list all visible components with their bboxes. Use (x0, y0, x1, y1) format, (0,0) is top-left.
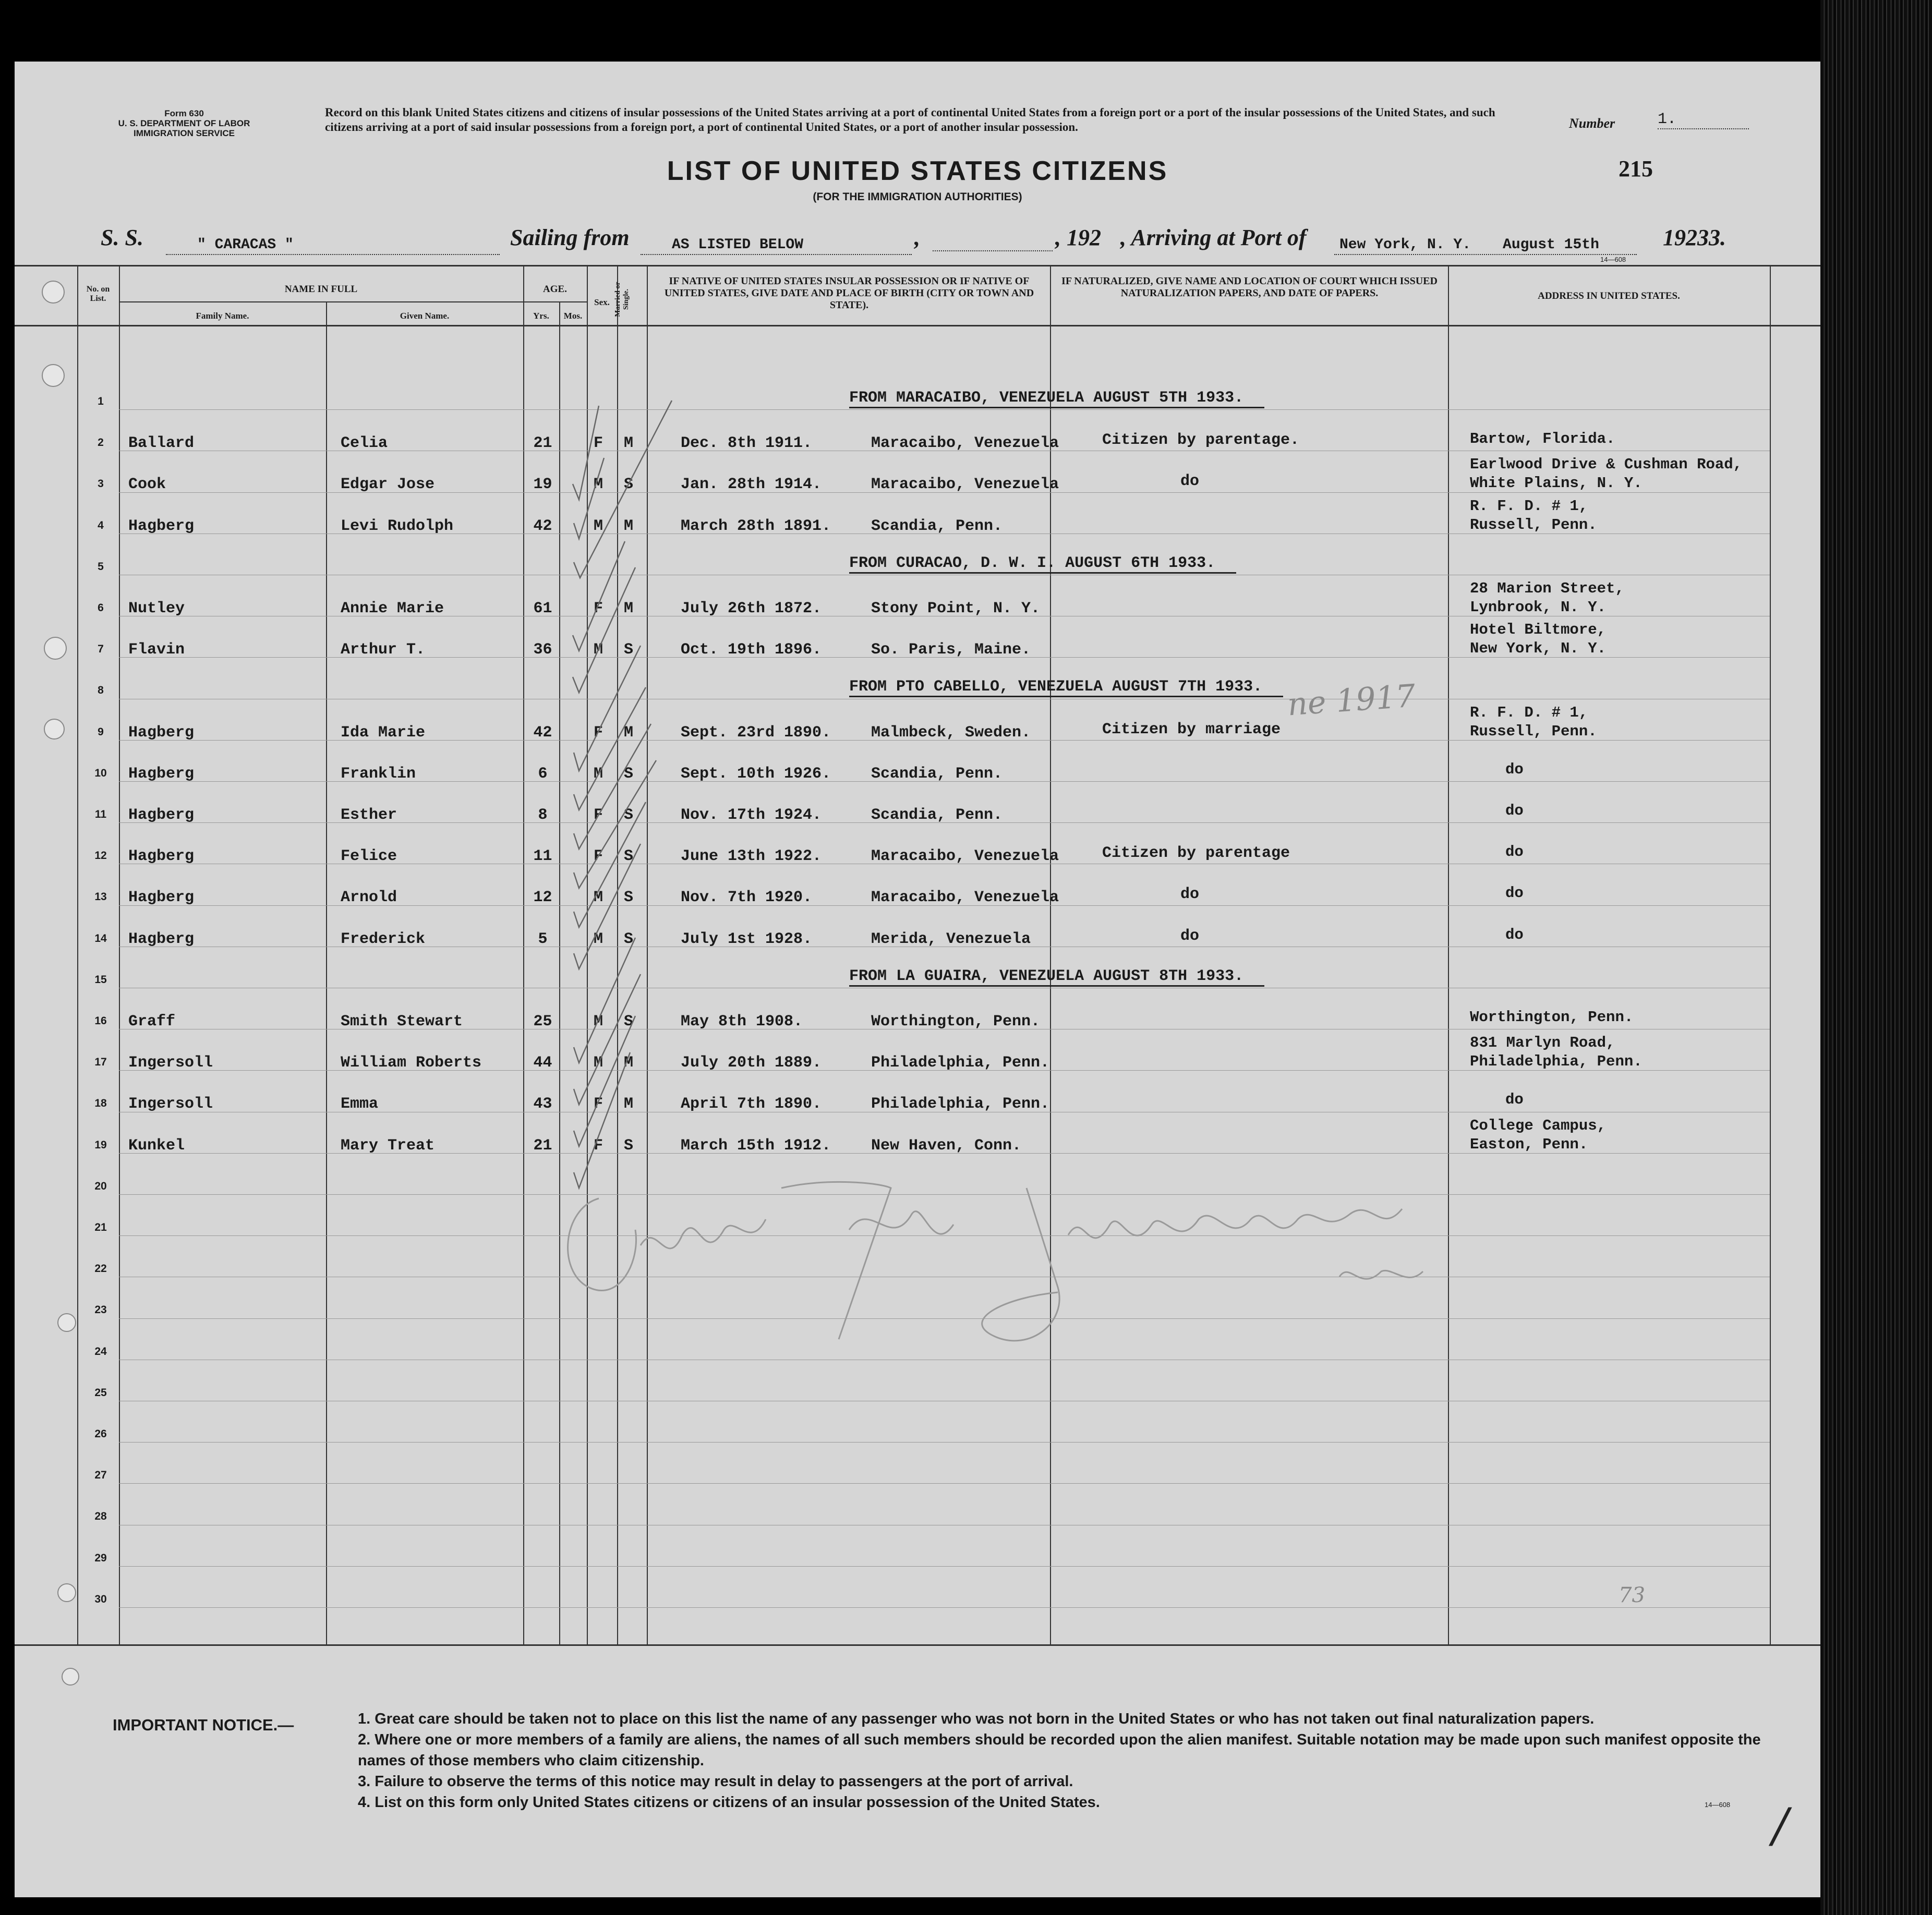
age-years: 44 (533, 1054, 552, 1072)
gpo-code: 14—608 (1600, 256, 1626, 263)
address-line: R. F. D. # 1, (1470, 704, 1588, 721)
row-number: 7 (98, 643, 104, 656)
sex: F (594, 434, 603, 453)
birth-date: Dec. 8th 1911. (681, 434, 813, 453)
given-name: Edgar Jose (341, 476, 435, 494)
table-top-rule (15, 265, 1820, 266)
punch-hole (44, 719, 65, 740)
address-line: do (1505, 1091, 1524, 1109)
form-number: Form 630 (164, 108, 204, 118)
age-years: 12 (533, 889, 552, 907)
col-name-header: NAME IN FULL (284, 284, 358, 295)
punch-hole (57, 1313, 76, 1332)
sex: M (594, 1013, 603, 1031)
age-years: 25 (533, 1013, 552, 1031)
family-name: Cook (128, 476, 166, 494)
age-years: 5 (538, 930, 548, 948)
row-rule (119, 1483, 1770, 1484)
age-years: 61 (533, 600, 552, 617)
ship-name-field (166, 227, 500, 255)
address-line: White Plains, N. Y. (1470, 475, 1643, 492)
number-value: 1. (1658, 111, 1749, 129)
family-name: Hagberg (128, 889, 195, 907)
family-name: Flavin (128, 641, 185, 659)
address-line: do (1505, 760, 1524, 778)
marital-status: S (624, 847, 634, 866)
birth-place: New Haven, Conn. (871, 1136, 1022, 1155)
family-name: Hagberg (128, 723, 195, 742)
family-name: Hagberg (128, 847, 195, 866)
row-number: 14 (94, 932, 107, 944)
row-number: 28 (94, 1510, 107, 1523)
col-married-header: Married or Single. (614, 282, 630, 317)
col-rule (326, 301, 327, 1646)
department-name: U. S. DEPARTMENT OF LABOR (118, 118, 250, 128)
instructions-text: Record on this blank United States citizens and citizens of insular possessions of the United States arriving at a port of continental United States from a foreign port or a port of the insular possessions of the United States, and such citizens arriving at a port of said insular possessions from a foreign port, a port of continental United States, or a port of another insular possession. (325, 106, 1495, 134)
address-line: Worthington, Penn. (1470, 1009, 1634, 1026)
marital-status: S (624, 641, 634, 659)
marital-status: S (624, 889, 634, 907)
row-number: 5 (98, 560, 104, 573)
row-rule (119, 1442, 1770, 1443)
birth-date: July 20th 1889. (681, 1054, 822, 1072)
arriving-label-text: Arriving at Port of (1131, 225, 1307, 250)
address-line: New York, N. Y. (1470, 640, 1607, 658)
family-name: Graff (128, 1013, 176, 1031)
age-years: 19 (533, 476, 552, 494)
family-name: Ingersoll (128, 1054, 213, 1072)
row-number: 2 (98, 437, 104, 449)
birth-place: Stony Point, N. Y. (871, 600, 1041, 617)
section-header: FROM LA GUAIRA, VENEZUELA AUGUST 8TH 1933. (849, 967, 1264, 987)
arriving-label: , Arriving at Port of (1120, 225, 1307, 250)
birth-date: May 8th 1908. (681, 1013, 803, 1031)
row-number: 9 (98, 725, 104, 738)
birth-date: July 1st 1928. (681, 930, 813, 948)
birth-place: Maracaibo, Venezuela (871, 847, 1059, 866)
birth-place: Maracaibo, Venezuela (871, 476, 1059, 494)
row-number: 16 (94, 1015, 107, 1027)
address-line: 831 Marlyn Road, (1470, 1034, 1615, 1052)
age-years: 11 (533, 847, 552, 866)
sailing-label: Sailing from (510, 225, 630, 250)
sex: F (594, 1136, 603, 1155)
notice-label: IMPORTANT NOTICE.— (113, 1716, 294, 1734)
section-header: FROM PTO CABELLO, VENEZUELA AUGUST 7TH 1933. (849, 678, 1283, 697)
film-edge (1820, 0, 1932, 1915)
birth-place: Maracaibo, Venezuela (871, 434, 1059, 453)
row-number: 23 (94, 1304, 107, 1316)
birth-date: April 7th 1890. (681, 1095, 822, 1113)
family-name: Hagberg (128, 517, 195, 535)
sex: F (594, 806, 603, 824)
address-line: Philadelphia, Penn. (1470, 1053, 1643, 1071)
birth-place: Scandia, Penn. (871, 806, 1003, 824)
given-name: Arnold (341, 889, 397, 907)
row-number: 21 (94, 1221, 107, 1233)
year-prefix-text: 192 (1067, 225, 1101, 250)
row-number: 11 (94, 808, 107, 820)
age-years: 42 (533, 517, 552, 535)
address-line: do (1505, 926, 1524, 943)
col-rule (119, 265, 120, 1646)
age-years: 21 (533, 1136, 552, 1155)
col-rule (77, 265, 78, 1646)
row-number: 6 (98, 602, 104, 614)
given-name: Annie Marie (341, 600, 444, 617)
family-name: Ballard (128, 434, 195, 453)
col-rule (1050, 265, 1051, 1646)
col-sex-header: Sex. (594, 297, 610, 307)
marital-status: M (624, 1095, 634, 1113)
birth-place: Scandia, Penn. (871, 765, 1003, 783)
col-no-header: No. on List. (86, 285, 110, 303)
col-yrs-header: Yrs. (533, 311, 549, 321)
marital-status: S (624, 1136, 634, 1155)
address-line: Russell, Penn. (1470, 722, 1597, 740)
given-name: Smith Stewart (341, 1013, 463, 1031)
marital-status: S (624, 806, 634, 824)
col-given-header: Given Name. (400, 311, 450, 321)
service-name: IMMIGRATION SERVICE (134, 128, 235, 138)
address-line: Earlwood Drive & Cushman Road, (1470, 456, 1743, 474)
col-native-header: IF NATIVE OF UNITED STATES INSULAR POSSESSION OR IF NATIVE OF UNITED STATES, GIVE DATE AND PLACE OF BIRTH (CITY OR TOWN AND STATE). (664, 275, 1034, 311)
table-bottom-rule (15, 1644, 1820, 1646)
age-years: 42 (533, 723, 552, 742)
marital-status: M (624, 1054, 634, 1072)
arrival-date: August 15th (1503, 237, 1599, 253)
sex: M (594, 930, 603, 948)
row-number: 10 (94, 767, 107, 779)
comma-sep: , (914, 225, 920, 250)
address-line: do (1505, 843, 1524, 861)
check-marks (567, 322, 687, 1209)
age-years: 6 (538, 765, 548, 783)
given-name: Emma (341, 1095, 379, 1113)
sailing-from: AS LISTED BELOW (672, 237, 804, 253)
birth-date: Nov. 7th 1920. (681, 889, 813, 907)
marital-status: M (624, 723, 634, 742)
address-line: College Campus, (1470, 1117, 1607, 1134)
notice-item-3: 3. Failure to observe the terms of this notice may result in delay to passengers at the port of arrival. (358, 1773, 1073, 1790)
notice-item-4: 4. List on this form only United States citizens or citizens of an insular possession of the United States. (358, 1794, 1100, 1811)
family-name: Hagberg (128, 765, 195, 783)
handwritten-annotation: ne 1917 (1286, 677, 1417, 723)
naturalization: do (1180, 472, 1200, 491)
address-line: Lynbrook, N. Y. (1470, 599, 1607, 616)
birth-date: March 15th 1912. (681, 1136, 831, 1155)
birth-place: Scandia, Penn. (871, 517, 1003, 535)
given-name: William Roberts (341, 1054, 482, 1072)
family-name: Hagberg (128, 806, 195, 824)
given-name: Frederick (341, 930, 426, 948)
row-rule (119, 1566, 1770, 1567)
birth-date: Oct. 19th 1896. (681, 641, 822, 659)
sex: M (594, 1054, 603, 1072)
arrival-port: New York, N. Y. (1339, 237, 1471, 253)
sex: M (594, 517, 603, 535)
sex: F (594, 1095, 603, 1113)
given-name: Celia (341, 434, 388, 453)
row-number: 8 (98, 684, 104, 697)
punch-hole (42, 364, 65, 387)
birth-date: Sept. 10th 1926. (681, 765, 831, 783)
marital-status: S (624, 930, 634, 948)
given-name: Arthur T. (341, 641, 426, 659)
sailing-date-field (933, 227, 1053, 251)
age-years: 21 (533, 434, 552, 453)
row-number: 19 (94, 1138, 107, 1151)
sex: M (594, 889, 603, 907)
row-number: 27 (94, 1469, 107, 1482)
family-name: Ingersoll (128, 1095, 213, 1113)
address-line: do (1505, 802, 1524, 819)
given-name: Felice (341, 847, 397, 866)
notice-item-1: 1. Great care should be taken not to place on this list the name of any passenger who was not born in the United States or who has not taken out final naturalization papers. (358, 1711, 1595, 1727)
address-line: R. F. D. # 1, (1470, 497, 1588, 515)
punch-hole (62, 1668, 79, 1686)
row-number: 3 (98, 478, 104, 490)
birth-place: Worthington, Penn. (871, 1013, 1041, 1031)
section-header: FROM MARACAIBO, VENEZUELA AUGUST 5TH 1933. (849, 389, 1264, 408)
birth-date: Sept. 23rd 1890. (681, 723, 831, 742)
row-number: 17 (94, 1056, 107, 1069)
naturalization: do (1180, 886, 1200, 904)
sailing-from-field (641, 227, 912, 255)
marital-status: M (624, 434, 634, 453)
col-rule (523, 265, 524, 1646)
birth-date: Nov. 17th 1924. (681, 806, 822, 824)
sex: F (594, 723, 603, 742)
row-number: 24 (94, 1345, 107, 1358)
arrival-port-field (1334, 227, 1637, 255)
manifest-sheet (15, 62, 1820, 1897)
address-line: do (1505, 884, 1524, 902)
address-line: Easton, Penn. (1470, 1135, 1588, 1153)
page-subtitle: (FOR THE IMMIGRATION AUTHORITIES) (813, 191, 1022, 203)
row-rule (119, 1607, 1770, 1608)
col-age-header: AGE. (543, 284, 567, 295)
age-years: 43 (533, 1095, 552, 1113)
margin-number: 73 (1619, 1583, 1645, 1607)
row-number: 4 (98, 519, 104, 531)
punch-hole (57, 1583, 76, 1602)
given-name: Franklin (341, 765, 416, 783)
sex: F (594, 600, 603, 617)
age-years: 36 (533, 641, 552, 659)
birth-place: Philadelphia, Penn. (871, 1095, 1050, 1113)
marital-status: M (624, 600, 634, 617)
sex: M (594, 765, 603, 783)
row-number: 20 (94, 1180, 107, 1192)
marital-status: S (624, 476, 634, 494)
section-header: FROM CURACAO, D. W. I. AUGUST 6TH 1933. (849, 554, 1236, 574)
row-number: 1 (98, 395, 104, 407)
birth-date: July 26th 1872. (681, 600, 822, 617)
marital-status: M (624, 517, 634, 535)
bottom-code: 14—608 (1705, 1801, 1731, 1809)
naturalization: Citizen by marriage (1102, 720, 1281, 738)
birth-date: March 28th 1891. (681, 517, 831, 535)
ship-name: " CARACAS " (197, 237, 294, 253)
marital-status: S (624, 1013, 634, 1031)
sex: M (594, 476, 603, 494)
address-line: 28 Marion Street, (1470, 580, 1624, 597)
sex: M (594, 641, 603, 659)
given-name: Ida Marie (341, 723, 426, 742)
sex: F (594, 847, 603, 866)
birth-place: Philadelphia, Penn. (871, 1054, 1050, 1072)
row-number: 13 (94, 891, 107, 903)
address-line: Russell, Penn. (1470, 516, 1597, 534)
col-mos-header: Mos. (563, 311, 583, 321)
year-prefix: , 192 (1055, 225, 1101, 250)
corner-mark: / (1772, 1798, 1789, 1853)
address-line: Hotel Biltmore, (1470, 621, 1607, 639)
page-title: LIST OF UNITED STATES CITIZENS (667, 156, 1168, 186)
punch-hole (42, 281, 65, 304)
row-number: 26 (94, 1428, 107, 1440)
given-name: Levi Rudolph (341, 517, 454, 535)
row-rule (119, 409, 1770, 410)
row-number: 22 (94, 1263, 107, 1275)
birth-place: Malmbeck, Sweden. (871, 723, 1031, 742)
birth-date: Jan. 28th 1914. (681, 476, 822, 494)
inspector-signature (557, 1167, 1444, 1365)
naturalization: Citizen by parentage (1102, 844, 1290, 863)
row-number: 25 (94, 1386, 107, 1399)
row-number: 30 (94, 1593, 107, 1605)
naturalization: Citizen by parentage. (1102, 431, 1300, 450)
row-number: 12 (94, 850, 107, 862)
col-rule (559, 301, 560, 1646)
birth-place: Maracaibo, Venezuela (871, 889, 1059, 907)
birth-place: So. Paris, Maine. (871, 641, 1031, 659)
col-naturalized-header: IF NATURALIZED, GIVE NAME AND LOCATION OF COURT WHICH ISSUED NATURALIZATION PAPERS, AND DATE OF PAPERS. (1061, 275, 1438, 299)
family-name: Nutley (128, 600, 185, 617)
notice-items (358, 1708, 1797, 1813)
naturalization: do (1180, 927, 1200, 945)
address-line: Bartow, Florida. (1470, 430, 1615, 448)
family-name: Hagberg (128, 930, 195, 948)
given-name: Esther (341, 806, 397, 824)
notice-item-2: 2. Where one or more members of a family are aliens, the names of all such members should be recorded upon the alien manifest. Suitable notation may be made upon such manifest opposite the names of those members who claim citizenship. (358, 1731, 1761, 1769)
row-number: 29 (94, 1552, 107, 1564)
birth-date: June 13th 1922. (681, 847, 822, 866)
name-age-subrule (119, 301, 587, 302)
header-bottom-rule (15, 325, 1820, 326)
given-name: Mary Treat (341, 1136, 435, 1155)
col-rule (1770, 265, 1771, 1646)
page-stamp: 215 (1619, 156, 1653, 181)
row-number: 15 (94, 973, 107, 986)
punch-hole (44, 637, 67, 660)
marital-status: S (624, 765, 634, 783)
age-years: 8 (538, 806, 548, 824)
col-address-header: ADDRESS IN UNITED STATES. (1538, 290, 1680, 301)
row-number: 18 (94, 1097, 107, 1110)
number-label: Number (1569, 116, 1615, 131)
ss-label: S. S. (101, 225, 143, 250)
form-header (101, 108, 268, 138)
col-rule (1448, 265, 1449, 1646)
arrival-year: 19233. (1663, 225, 1726, 250)
col-family-header: Family Name. (196, 311, 249, 321)
birth-place: Merida, Venezuela (871, 930, 1031, 948)
family-name: Kunkel (128, 1136, 185, 1155)
